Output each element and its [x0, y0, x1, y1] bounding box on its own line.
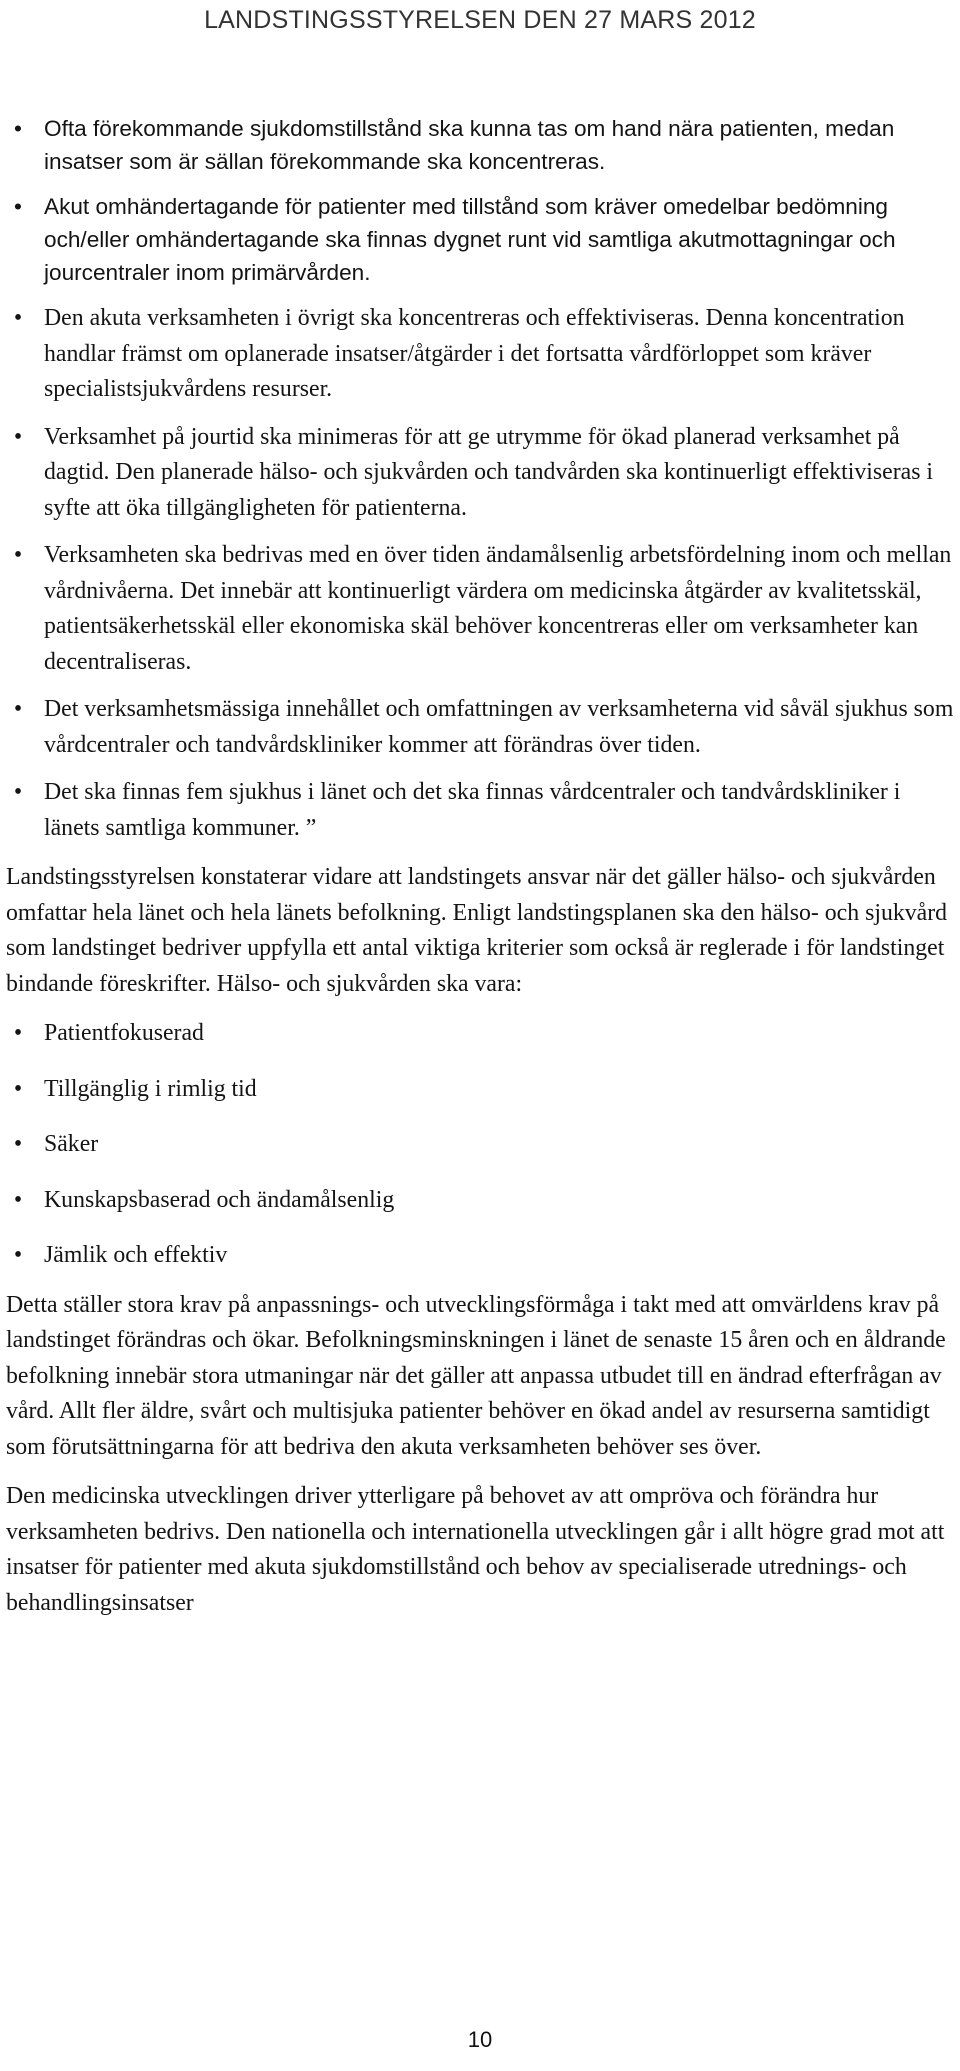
bullet-icon: • [13, 1075, 23, 1102]
bullet-icon: • [14, 116, 22, 141]
list-item [6, 538, 956, 680]
list-item-text: Verksamheten ska bedrivas med en över tiden ändamålsenlig arbetsfördelning inom och mellan vårdnivåerna. Det innebär att kontinuerligt värdera om medicinska åtgärder av kvalitetsskäl, patientsäkerhetsskäl eller ekonomiska skäl behöver koncentreras eller om verksamheter kan decentraliseras. [44, 542, 952, 675]
bullet-icon: • [13, 305, 23, 331]
list-item [6, 190, 956, 289]
list-item-text: Ofta förekommande sjukdomstillstånd ska kunna tas om hand nära patienten, medan insatser som är sällan förekommande ska koncentreras. [44, 116, 895, 174]
list-item-text: Den akuta verksamheten i övrigt ska koncentreras och effektiviseras. Denna koncentration handlar främst om oplanerade insatser/åtgärder i det fortsatta vårdförloppet som kräver specialistsjukvårdens resurser. [44, 305, 905, 402]
list-item-text: Det verksamhetsmässiga innehållet och omfattningen av verksamheterna vid såväl sjukhus som vårdcentraler och tandvårdskliniker kommer att förändras över tiden. [44, 696, 954, 758]
page-number: 10 [467, 2027, 493, 2052]
bullet-icon: • [13, 542, 23, 568]
list-item-text: Verksamhet på jourtid ska minimeras för att ge utrymme för ökad planerad verksamhet på dagtid. Den planerade hälso- och sjukvården och tandvården ska kontinuerligt effektiviseras i syfte att öka tillgängligheten för patienterna. [44, 423, 934, 521]
list-item [6, 1016, 956, 1052]
paragraph: Landstingsstyrelsen konstaterar vidare att landstingets ansvar när det gäller hälso- och sjukvården omfattar hela länet och hela länets befolkning. Enligt landstingsplanen ska den hälso- och sjukvård som landstinget bedriver uppfylla ett antal viktiga kriterier som också är reglerade i för landstinget bindande föreskrifter. Hälso- och sjukvården ska vara: [6, 864, 948, 997]
bullet-icon: • [13, 779, 23, 805]
list-item [6, 301, 956, 408]
list-item-text: Kunskapsbaserad och ändamålsenlig [44, 1186, 395, 1213]
bullet-icon: • [13, 696, 23, 722]
list-item-text: Jämlik och effektiv [44, 1242, 228, 1268]
list-item [6, 1183, 956, 1219]
list-item-text: Säker [44, 1131, 99, 1157]
paragraph: Detta ställer stora krav på anpassnings- och utvecklingsförmåga i takt med att omvärldens krav på landstinget förändras och ökar. Befolkningsminskningen i länet de senaste 15 åren och en åldrande befolkning innebär stora utmaningar när det gäller att anpassa utbudet till en ändrad efterfrågan av vård. Allt fler äldre, svårt och multisjuka patienter behöver en ökad andel av resurserna samtidigt som förutsättningarna för att bedriva den akuta verksamheten behöver ses över. [6, 1291, 946, 1460]
page-header: LANDSTINGSSTYRELSEN DEN 27 MARS 2012 [204, 6, 756, 34]
bullet-icon: • [14, 194, 22, 219]
bullet-icon: • [13, 1242, 23, 1268]
bullet-icon: • [13, 1020, 23, 1046]
list-item [6, 775, 956, 846]
list-item [6, 1072, 956, 1108]
bullet-icon: • [13, 1131, 23, 1157]
list-item-text: Patientfokuserad [44, 1020, 204, 1046]
list-item [6, 420, 956, 527]
list-item-text: Akut omhändertagande för patienter med tillstånd som kräver omedelbar bedömning och/eller omhändertagande ska finnas dygnet runt vid samtliga akutmottagningar och jourcentraler inom primärvården. [44, 194, 896, 285]
criteria-list [6, 1016, 956, 1274]
bullet-icon: • [13, 423, 23, 450]
list-item-text: Tillgänglig i rimlig tid [44, 1075, 257, 1102]
list-item [6, 1238, 956, 1274]
list-item [6, 112, 956, 178]
body-text [6, 112, 956, 1621]
bullet-icon: • [13, 1186, 23, 1213]
list-item-text: Det ska finnas fem sjukhus i länet och det ska finnas vårdcentraler och tandvårdskliniker i länets samtliga kommuner. ” [44, 779, 901, 841]
bullet-list-top [6, 112, 956, 846]
list-item [6, 692, 956, 763]
paragraph: Den medicinska utvecklingen driver ytterligare på behovet av att ompröva och förändra hur verksamheten bedrivs. Den nationella och internationella utvecklingen går i allt högre grad mot att insatser för patienter med akuta sjukdomstillstånd och behov av specialiserade utrednings- och behandlingsinsatser [6, 1483, 945, 1616]
list-item [6, 1127, 956, 1163]
